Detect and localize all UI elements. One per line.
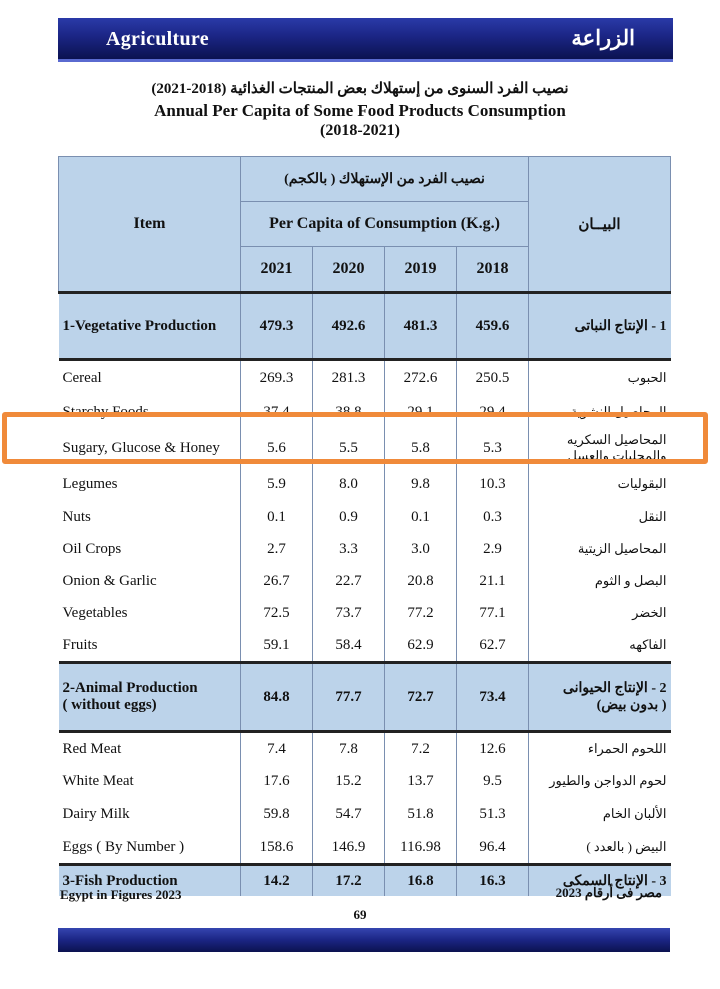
header-year: 2019	[385, 247, 457, 293]
row-label-ar: البقوليات	[617, 476, 667, 491]
value-cell: 0.1	[241, 501, 313, 533]
value-cell: 5.6	[241, 429, 313, 467]
row-label-ar: النقل	[638, 509, 667, 524]
value-cell: 15.2	[313, 765, 385, 797]
value-cell: 8.0	[313, 467, 385, 501]
value-cell: 29.4	[457, 395, 529, 429]
value-cell: 72.7	[385, 663, 457, 732]
value-cell: 7.2	[385, 732, 457, 766]
header-item-ar: البيــان	[529, 157, 671, 293]
value-cell: 146.9	[313, 831, 385, 865]
table-row	[59, 831, 671, 865]
value-cell: 17.2	[313, 865, 385, 897]
table-row	[59, 565, 671, 597]
value-cell: 2.7	[241, 533, 313, 565]
row-label: Nuts	[62, 508, 91, 525]
value-cell: 0.9	[313, 501, 385, 533]
row-label: Legumes	[62, 475, 118, 492]
value-cell: 479.3	[241, 293, 313, 360]
value-cell: 9.8	[385, 467, 457, 501]
value-cell: 5.3	[457, 429, 529, 467]
table-row	[59, 360, 671, 396]
value-cell: 5.9	[241, 467, 313, 501]
title-years: (2018-2021)	[320, 122, 400, 139]
row-label: Fruits	[62, 636, 98, 653]
row-label-ar: المحاصيل السكريه والمحليات والعسل	[566, 432, 667, 463]
value-cell: 13.7	[385, 765, 457, 797]
table-row	[59, 501, 671, 533]
header-bar	[58, 18, 673, 62]
value-cell: 77.2	[385, 597, 457, 629]
header-unit-ar: نصيب الفرد من الإستهلاك ( بالكجم)	[241, 157, 529, 202]
value-cell: 59.1	[241, 629, 313, 663]
value-cell: 281.3	[313, 360, 385, 396]
value-cell: 62.7	[457, 629, 529, 663]
row-label: 3-Fish Production	[59, 865, 241, 897]
table-row	[59, 533, 671, 565]
value-cell: 9.5	[457, 765, 529, 797]
value-cell: 29.1	[385, 395, 457, 429]
value-cell: 459.6	[457, 293, 529, 360]
row-label: Sugary, Glucose & Honey	[62, 439, 220, 456]
row-label-ar: الحبوب	[529, 360, 671, 396]
value-cell: 16.3	[457, 865, 529, 897]
row-label-ar: الفاكهه	[629, 637, 667, 652]
value-cell: 21.1	[457, 565, 529, 597]
section-title-en: Agriculture	[106, 28, 209, 50]
page-number: 69	[353, 907, 367, 922]
row-label-ar: البيض ( بالعدد )	[586, 839, 667, 854]
row-label-ar: اللحوم الحمراء	[529, 732, 671, 766]
row-label: Onion & Garlic	[62, 572, 157, 589]
row-label-ar: 2 - الإنتاج الحيوانى ( بدون بيض)	[529, 663, 671, 732]
value-cell: 17.6	[241, 765, 313, 797]
row-label-ar: المحاصيل النشوية	[570, 404, 667, 419]
table-row	[59, 732, 671, 766]
table-row	[59, 429, 671, 467]
row-label-ar: المحاصيل الزيتية	[577, 541, 667, 556]
value-cell: 77.1	[457, 597, 529, 629]
table-row	[59, 797, 671, 831]
table-header-row	[59, 157, 671, 202]
value-cell: 26.7	[241, 565, 313, 597]
page-titles	[0, 78, 720, 141]
value-cell: 16.8	[385, 865, 457, 897]
value-cell: 58.4	[313, 629, 385, 663]
row-label-ar: الألبان الخام	[602, 806, 667, 821]
value-cell: 14.2	[241, 865, 313, 897]
table-row	[59, 629, 671, 663]
row-label: Eggs ( By Number )	[62, 838, 185, 855]
value-cell: 481.3	[385, 293, 457, 360]
row-label: Red Meat	[59, 732, 241, 766]
value-cell: 3.0	[385, 533, 457, 565]
consumption-table	[58, 156, 670, 896]
header-item: Item	[59, 157, 241, 293]
value-cell: 84.8	[241, 663, 313, 732]
value-cell: 37.4	[241, 395, 313, 429]
row-label-ar: لحوم الدواجن والطيور	[549, 773, 667, 788]
section-title-ar: الزراعة	[571, 26, 635, 50]
value-cell: 2.9	[457, 533, 529, 565]
value-cell: 10.3	[457, 467, 529, 501]
value-cell: 158.6	[241, 831, 313, 865]
row-label-ar: الخضر	[632, 605, 667, 620]
value-cell: 492.6	[313, 293, 385, 360]
value-cell: 22.7	[313, 565, 385, 597]
table-row	[59, 597, 671, 629]
value-cell: 3.3	[313, 533, 385, 565]
row-label: Dairy Milk	[62, 805, 130, 822]
title-arabic: نصيب الفرد السنوى من إستهلاك بعض المنتجات الغذائية (2018-2021)	[151, 81, 569, 97]
row-label: 1-Vegetative Production	[59, 293, 241, 360]
header-year: 2020	[313, 247, 385, 293]
row-label-ar: البصل و الثوم	[594, 573, 667, 588]
row-label: Oil Crops	[62, 540, 122, 557]
value-cell: 20.8	[385, 565, 457, 597]
footer-source: Egypt in Figures 2023	[60, 887, 182, 902]
value-cell: 96.4	[457, 831, 529, 865]
row-label-ar: 3 - الإنتاج السمكى	[529, 865, 671, 897]
value-cell: 73.7	[313, 597, 385, 629]
section-row	[59, 293, 671, 360]
table-row	[59, 395, 671, 429]
value-cell: 12.6	[457, 732, 529, 766]
value-cell: 269.3	[241, 360, 313, 396]
section-row	[59, 663, 671, 732]
value-cell: 77.7	[313, 663, 385, 732]
table-row	[59, 467, 671, 501]
value-cell: 5.8	[385, 429, 457, 467]
value-cell: 59.8	[241, 797, 313, 831]
value-cell: 38.8	[313, 395, 385, 429]
row-label: 2-Animal Production ( without eggs)	[59, 663, 241, 732]
value-cell: 7.8	[313, 732, 385, 766]
value-cell: 116.98	[385, 831, 457, 865]
value-cell: 272.6	[385, 360, 457, 396]
header-year: 2018	[457, 247, 529, 293]
value-cell: 0.3	[457, 501, 529, 533]
value-cell: 62.9	[385, 629, 457, 663]
header-year: 2021	[241, 247, 313, 293]
header-unit-en: Per Capita of Consumption (K.g.)	[241, 202, 529, 247]
row-label: Cereal	[59, 360, 241, 396]
table-row	[59, 765, 671, 797]
row-label: Vegetables	[62, 604, 128, 621]
row-label: White Meat	[62, 772, 134, 789]
row-label-ar: 1 - الإنتاج النباتى	[529, 293, 671, 360]
row-label: Starchy Foods	[62, 403, 149, 420]
value-cell: 250.5	[457, 360, 529, 396]
title-english: Annual Per Capita of Some Food Products Consumption	[154, 101, 566, 120]
value-cell: 72.5	[241, 597, 313, 629]
value-cell: 73.4	[457, 663, 529, 732]
value-cell: 54.7	[313, 797, 385, 831]
footer-source-ar: مصر فى أرقام 2023	[555, 885, 662, 900]
value-cell: 5.5	[313, 429, 385, 467]
footer-bar	[58, 928, 670, 952]
value-cell: 51.3	[457, 797, 529, 831]
value-cell: 7.4	[241, 732, 313, 766]
value-cell: 51.8	[385, 797, 457, 831]
value-cell: 0.1	[385, 501, 457, 533]
